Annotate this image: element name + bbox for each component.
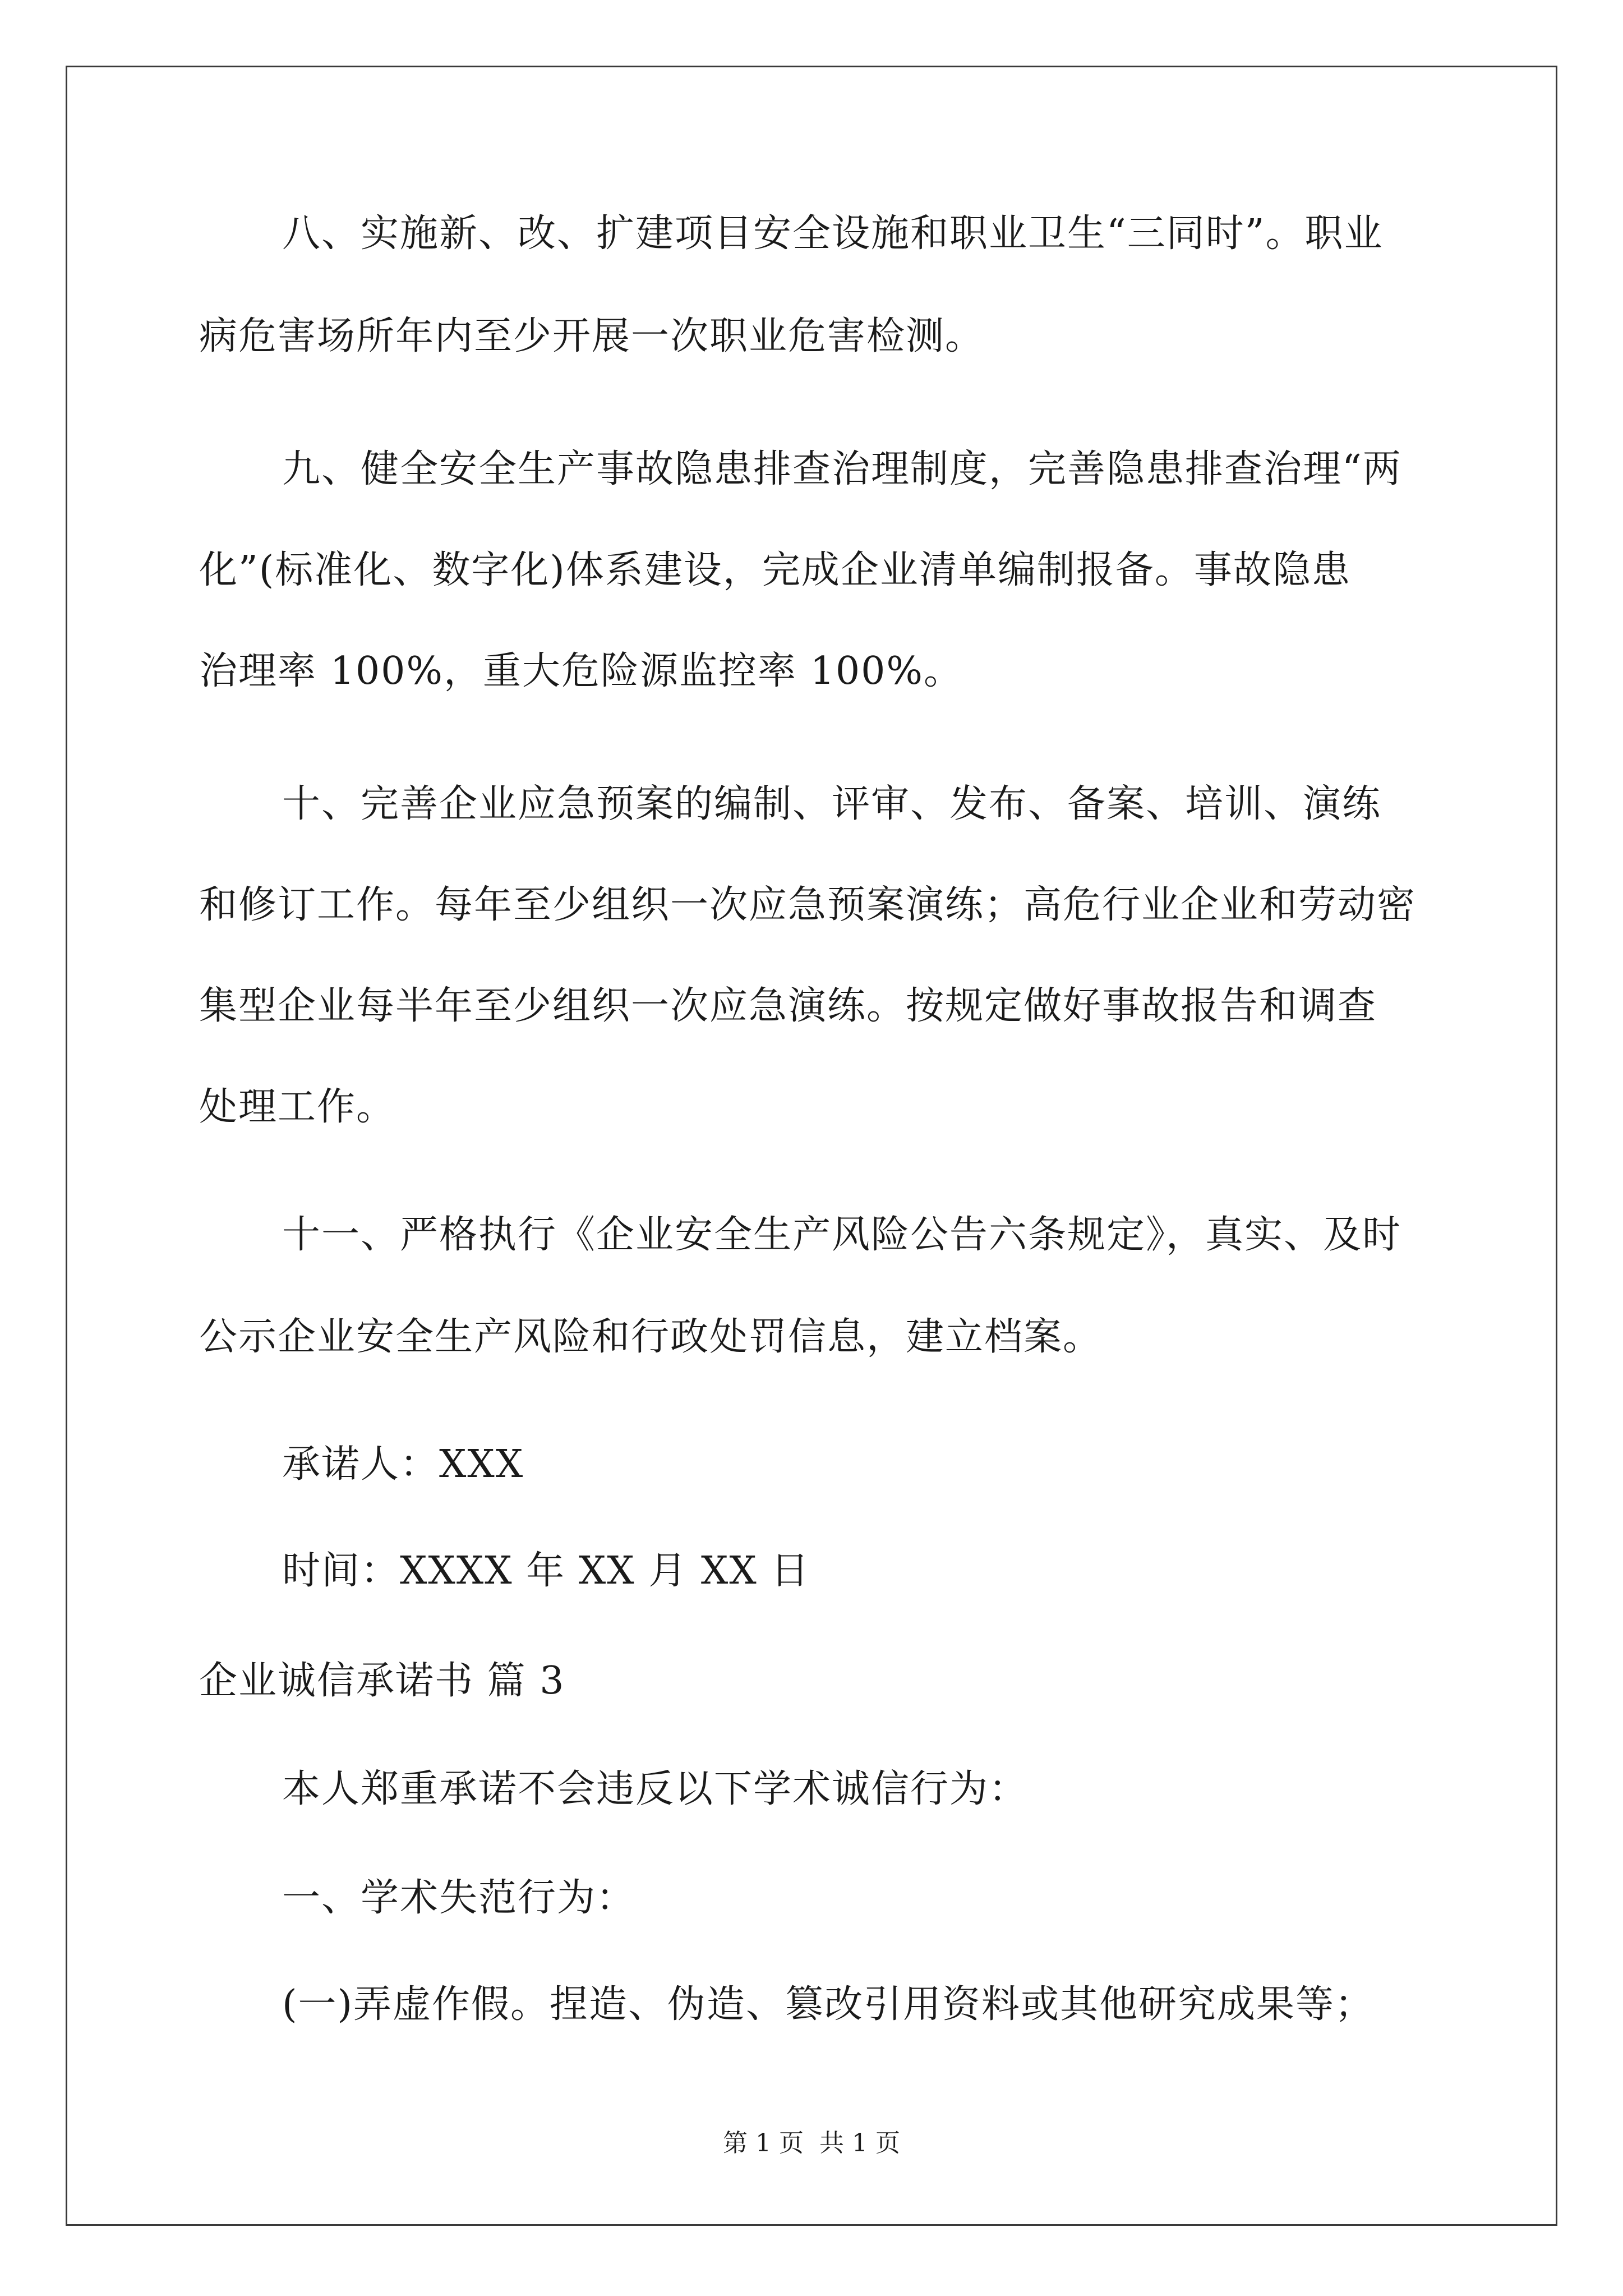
date-line: 时间：XXXX 年 XX 月 XX 日 xyxy=(282,1549,810,1593)
page-total: 共 1 页 xyxy=(819,2129,900,2157)
section-heading: 企业诚信承诺书 篇 3 xyxy=(199,1659,565,1703)
subheading-line: 一、学术失范行为： xyxy=(282,1876,636,1920)
paragraph-line: 病危害场所年内至少开展一次职业危害检测。 xyxy=(199,314,985,358)
paragraph-line: 和修订工作。每年至少组织一次应急预案演练；高危行业企业和劳动密 xyxy=(199,883,1417,927)
paragraph-line: 化”(标准化、数字化)体系建设，完成企业清单编制报备。事故隐患 xyxy=(199,548,1351,592)
page-number: 第 1 页 xyxy=(723,2129,804,2157)
paragraph-line: 十、完善企业应急预案的编制、评审、发布、备案、培训、演练 xyxy=(282,782,1382,826)
paragraph-line: 十一、严格执行《企业安全生产风险公告六条规定》，真实、及时 xyxy=(282,1213,1402,1257)
sub-item-line: (一)弄虚作假。捏造、伪造、篡改引用资料或其他研究成果等； xyxy=(282,1982,1375,2027)
paragraph-line: 公示企业安全生产风险和行政处罚信息，建立档案。 xyxy=(199,1315,1103,1359)
page-footer xyxy=(0,2129,1623,2157)
pledger-line: 承诺人：XXX xyxy=(282,1442,524,1487)
paragraph-line: 治理率 100%，重大危险源监控率 100%。 xyxy=(199,649,963,693)
paragraph-line: 八、实施新、改、扩建项目安全设施和职业卫生“三同时”。职业 xyxy=(282,211,1384,256)
intro-line: 本人郑重承诺不会违反以下学术诚信行为： xyxy=(282,1767,1029,1811)
paragraph-line: 九、健全安全生产事故隐患排查治理制度，完善隐患排查治理“两 xyxy=(282,447,1402,491)
paragraph-line: 集型企业每半年至少组织一次应急演练。按规定做好事故报告和调查 xyxy=(199,984,1377,1028)
paragraph-line: 处理工作。 xyxy=(199,1085,396,1129)
